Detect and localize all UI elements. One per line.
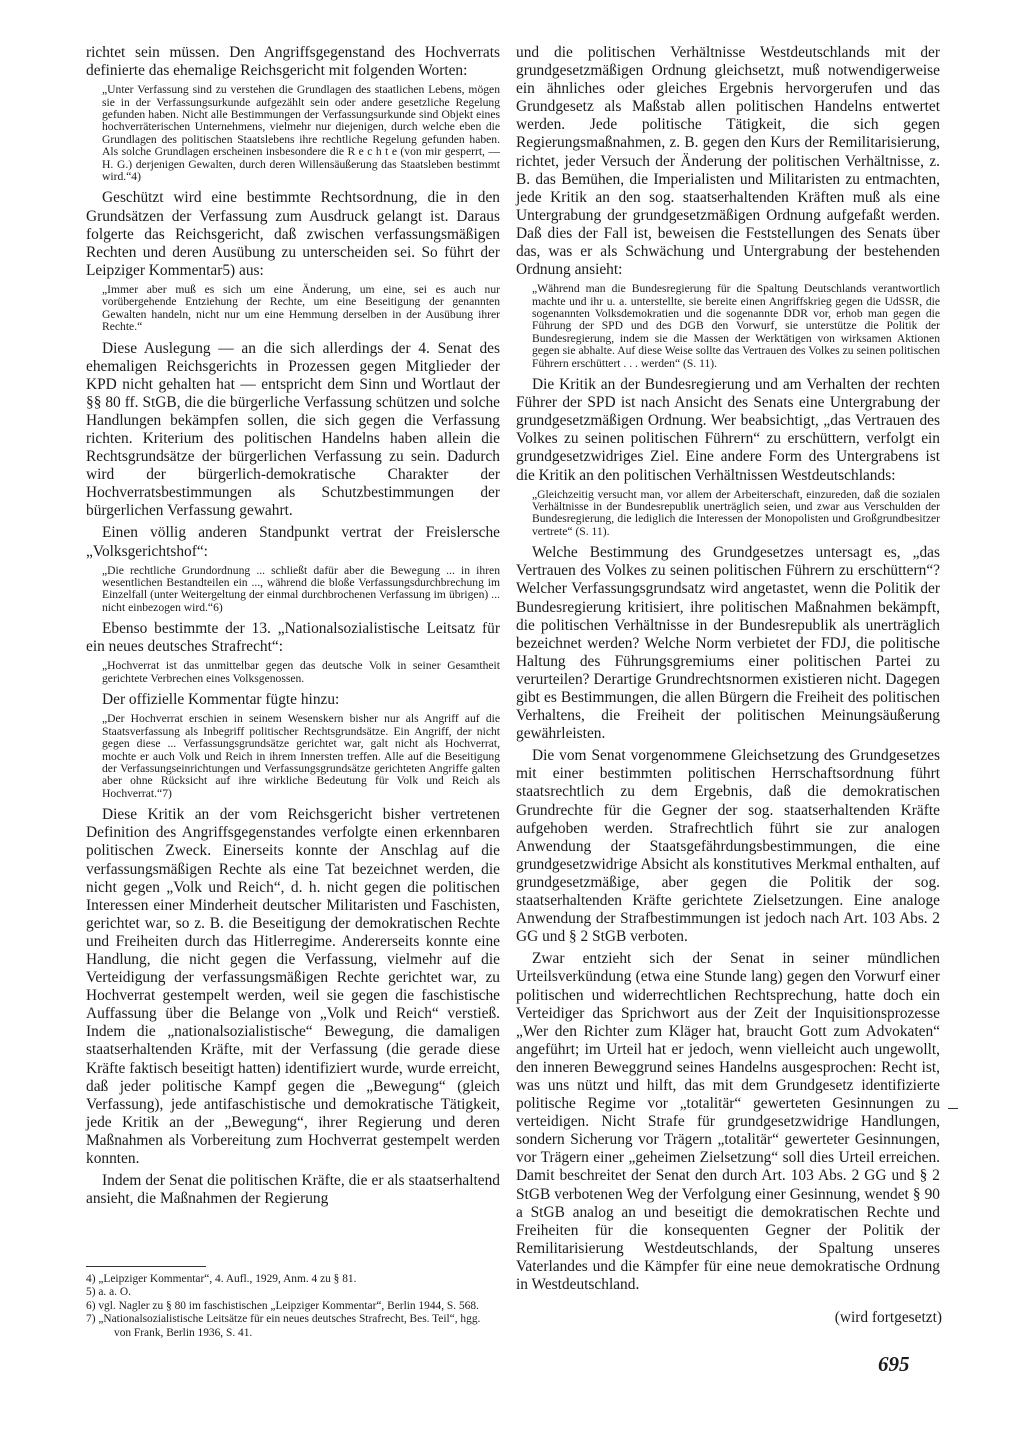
- right-column: [516, 44, 940, 1298]
- continued-note: (wird fortgesetzt): [834, 1309, 942, 1326]
- block-quote: „Während man die Bundesregierung für die Spaltung Deutschlands verantwortlich machte und ihr u. a. unterstellte, sie bereite einen Angriffskrieg gegen die UdSSR, die sogenannten Volksdemokratien und die sogenannte DDR vor, erhob man gegen die Führung der SPD und des DGB den Vorwurf, sie unterstütze die Politik der Bundesregierung, indem sie die Massen der Werktätigen von wirksamen Aktionen gegen sie abhalte. Auf diese Weise sollte das Vertrauen des Volkes zu seinen politischen Führern erschüttert . . . werden“ (S. 11).: [532, 282, 940, 370]
- block-quote: „Gleichzeitig versucht man, vor allem der Arbeiterschaft, einzureden, daß die sozialen Verhältnisse in der Bundesrepublik unerträglich seien, und zwar aus Verschulden der Bundesregierung, die lediglich die Interessen der Monopolisten und Großgrundbesitzer vertrete“ (S. 11).: [532, 487, 940, 538]
- footnote: 5) a. a. O.: [86, 1286, 131, 1299]
- paragraph: Geschützt wird eine bestimmte Rechtsordnung, die in den Grundsätzen der Verfassung zum Ausdruck gelangt ist. Daraus folgerte das Reichsgericht, daß zwischen verfassungsmäßigen Rechten und deren Ausübung zu unterscheiden sei. So führt der Leipziger Kommentar5) aus:: [86, 189, 500, 279]
- paragraph: und die politischen Verhältnisse Westdeutschlands mit der grundgesetzmäßigen Ordnung gleichsetzt, muß notwendigerweise ein ähnliches oder gleiches Ergebnis hervorgerufen und das Grundgesetz als Maßstab allen politischen Handelns entwertet werden. Jede politische Tätigkeit, die sich gegen Regierungsmaßnahmen, z. B. gegen den Kurs der Remilitarisierung, richtet, jeder Versuch der Änderung der politischen Verhältnisse, z. B. das Bemühen, die Imperialisten und Militaristen zu entmachten, jede Kritik an den sog. staatserhaltenden Kräften muß als eine Untergrabung der grundgesetzmäßigen Ordnung aufgefaßt werden. Daß dies der Fall ist, beweisen die Feststellungen des Senats über das, was er als Schwächung und Untergrabung der bestehenden Ordnung ansieht:: [516, 44, 940, 279]
- paragraph: Indem der Senat die politischen Kräfte, die er als staatserhaltend ansieht, die Maßnahmen der Regierung: [86, 1172, 500, 1208]
- block-quote: „Unter Verfassung sind zu verstehen die Grundlagen des staatlichen Lebens, mögen sie in der Verfassungsurkunde aufgezählt sein oder andere gesetzliche Regelung gefunden haben. Nicht alle Bestimmungen der Verfassungsurkunde sind Objekt eines hochverräterischen Unternehmens, vielmehr nur diejenigen, durch welche eben die Grundlagen des politischen Staatslebens ihre rechtliche Regelung gefunden haben. Als solche Grundlagen erscheinen insbesondere die R e c h t e (von mir gesperrt, — H. G.) derjenigen Gewalten, durch deren Willensäußerung das Staatsleben bestimmt wird.“4): [102, 83, 500, 184]
- footnote: 6) vgl. Nagler zu § 80 im faschistischen „Leipziger Kommentar“, Berlin 1944, S. 568.: [86, 1299, 479, 1312]
- paragraph: Der offizielle Kommentar fügte hinzu:: [102, 691, 340, 709]
- paragraph: Die vom Senat vorgenommene Gleichsetzung des Grundgesetzes mit einer bestimmten politischen Herrschaftsordnung führt staatsrechtlich zu dem Ergebnis, daß die demokratischen Grundrechte für die Gegner der sog. staatserhaltenden Kräfte aufgehoben werden. Strafrechtlich führt sie zur analogen Anwendung der Staatsgefährdungsbestimmungen, die eine grundgesetzwidrige Absicht als konstitutives Merkmal enthalten, auf grundgesetzmäßige, aber gegen die Politik der sog. staatserhaltenden Kräfte gerichtete Zielsetzungen. Eine analoge Anwendung der Strafbestimmungen ist jedoch nach Art. 103 Abs. 2 GG und § 2 StGB verboten.: [516, 747, 940, 946]
- footnote: 7) „Nationalsozialistische Leitsätze für ein neues deutsches Strafrecht, Bes. Teil“, hgg. von Frank, Berlin 1936, S. 41.: [86, 1313, 481, 1339]
- paragraph: Einen völlig anderen Standpunkt vertrat der Freislersche „Volksgerichtshof“:: [86, 524, 500, 560]
- paragraph: Diese Kritik an der vom Reichsgericht bisher vertretenen Definition des Angriffsgegenstandes verfolgte einen erkennbaren politischen Zweck. Einerseits konnte der Anschlag auf die verfassungsmäßigen Rechte als eine Tat bezeichnet werden, die nicht gegen „Volk und Reich“, d. h. nicht gegen die politischen Interessen einer Minderheit deutscher Militaristen und Faschisten, gerichtet war, so z. B. die Beseitigung der demokratischen Rechte und Freiheiten durch das Hitlerregime. Andererseits konnte eine Handlung, die nicht gegen die Verfassung, vielmehr auf die Verteidigung der verfassungsmäßigen Rechte gerichtet war, zu Hochverrat gestempelt werden, weil sie gegen die faschistische Auffassung über die Belange von „Volk und Reich“ verstieß. Indem die „nationalsozialistische“ Bewegung, die damaligen staatserhaltenden Kräfte, mit der Verfassung (die gerade diese Kräfte faktisch beseitigt hatten) identifiziert wurde, wurde erreicht, daß jeder politische Kampf gegen die „Bewegung“ (gleich Verfassung), jede antifaschistische und demokratische Tätigkeit, jede Kritik an der „Bewegung“, ihrer Regierung und deren Maßnahmen als Vorbereitung zum Hochverrat gestempelt werden konnten.: [86, 806, 500, 1167]
- footnote: 4) „Leipziger Kommentar“, 4. Aufl., 1929, Anm. 4 zu § 81.: [86, 1273, 357, 1285]
- margin-mark: [948, 1108, 958, 1109]
- block-quote: „Der Hochverrat erschien in seinem Wesenskern bisher nur als Angriff auf die Staatsverfassung als Inbegriff politischer Rechtsgrundsätze. Ein Angriff, der nicht gegen diese ... Verfassungsgrundsätze gerichtet war, galt nicht als Hochverrat, mochte er auch Volk und Reich in ihrem Innersten treffen. Alle auf die Beseitigung der Verfassungseinrichtungen und Verfassungsgrundsätze gerichteten Angriffe galten aber ohne Rücksicht auf ihre wirkliche Bedeutung für Volk und Reich als Hochverrat.“7): [102, 712, 500, 800]
- paragraph: Ebenso bestimmte der 13. „Nationalsozialistische Leitsatz für ein neues deutsches Strafrecht“:: [86, 620, 500, 656]
- block-quote: „Hochverrat ist das unmittelbar gegen das deutsche Volk in seiner Gesamtheit gerichtete Verbrechen eines Volksgenossen.: [102, 659, 500, 685]
- block-quote: „Die rechtliche Grundordnung ... schließt dafür aber die Bewegung ... in ihren wesentlichen Bestandteilen ein ..., während die bloße Verfassungsdurchbrechung im Einzelfall (unter Weitergeltung der einmal durchbrochenen Verfassung im übrigen) ... nicht einbezogen wird.“6): [102, 563, 500, 614]
- footnotes: [86, 1266, 500, 1340]
- block-quote: „Immer aber muß es sich um eine Änderung, um eine, sei es auch nur vorübergehende Entziehung der Rechte, um eine Beseitigung der genannten Gewalten handeln, nicht nur um eine Hemmung derselben in der Ausübung ihrer Rechte.“: [102, 282, 500, 334]
- paragraph: Welche Bestimmung des Grundgesetzes untersagt es, „das Vertrauen des Volkes zu seinen politischen Führern zu erschüttern“? Welcher Verfassungsgrundsatz wird angetastet, wenn die Politik der Bundesregierung kritisiert, ihre politischen Maßnahmen bekämpft, die politischen Verhältnisse in der Bundesrepublik als unerträglich bezeichnet werden? Welche Norm verbietet der FDJ, die politische Haltung des Führungsgremiums einer politischen Partei zu verurteilen? Derartige Grundrechtsnormen existieren nicht. Dagegen gibt es Bestimmungen, die allen Bürgern die Freiheit des politischen Verhaltens, die Freiheit der politischen Meinungsäußerung gewährleisten.: [516, 544, 940, 743]
- paragraph: Diese Auslegung — an die sich allerdings der 4. Senat des ehemaligen Reichsgerichts in Prozessen gegen Mitglieder der KPD nicht gehalten hat — entspricht dem Sinn und Wortlaut der §§ 80 ff. StGB, die die bürgerliche Verfassung schützen und solche Handlungen bekämpfen sollen, die sich gegen die Verfassung richten. Kriterium des politischen Handelns haben allein die Rechtsgrundsätze der bürgerlichen Verfassung zu sein. Dadurch wird der bürgerlich-demokratische Charakter der Hochverratsbestimmungen als Schutzbestimmungen der bürgerlichen Verfassung gewahrt.: [86, 339, 500, 520]
- paragraph: Zwar entzieht sich der Senat in seiner mündlichen Urteilsverkündung (etwa eine Stunde lang) gegen den Vorwurf einer politischen und widerrechtlichen Rechtsprechung, hatte doch ein Verteidiger das Sprichwort aus der Zeit der Inquisitionsprozesse „Wer den Richter zum Kläger hat, braucht Gott zum Advokaten“ angeführt; im Urteil hat er jedoch, wenn vielleicht auch ungewollt, den inneren Beweggrund seines Handelns ausgesprochen: Recht ist, was uns nützt und hilft, das mit dem Grundgesetz identifizierte politische Regime vor „totalitär“ gewerteten Gesinnungen zu verteidigen. Nicht Strafe für grundgesetzwidrige Handlungen, sondern Sicherung vor Trägern „totalitär“ gewerteter Gesinnungen, vor Trägern einer „geheimen Zielsetzung“ soll dies Urteil erreichen. Damit beschreitet der Senat den durch Art. 103 Abs. 2 GG und § 2 StGB verbotenen Weg der Verfolgung einer Gesinnung, wendet § 90 a StGB analog an und beseitigt die demokratischen Rechte und Freiheiten für die konsequenten Gegner der Politik der Remilitarisierung Westdeutschlands, der Spaltung unseres Vaterlandes und die Kämpfer für eine neue demokratische Ordnung in Westdeutschland.: [516, 950, 940, 1293]
- footnote-rule: [86, 1266, 206, 1267]
- paragraph: richtet sein müssen. Den Angriffsgegenstand des Hochverrats definierte das ehemalige Reichsgericht mit folgenden Worten:: [86, 44, 500, 80]
- paragraph: Die Kritik an der Bundesregierung und am Verhalten der rechten Führer der SPD ist nach Ansicht des Senats eine Untergrabung der grundgesetzmäßigen Ordnung. Wer beabsichtigt, „das Vertrauen des Volkes zu seinen politischen Führern“ zu erschüttern, verfolgt ein grundgesetzwidriges Ziel. Eine andere Form des Untergrabens ist die Kritik an den politischen Verhältnissen Westdeutschlands:: [516, 376, 940, 484]
- left-column: [86, 44, 500, 1212]
- page-number: 695: [878, 1352, 910, 1376]
